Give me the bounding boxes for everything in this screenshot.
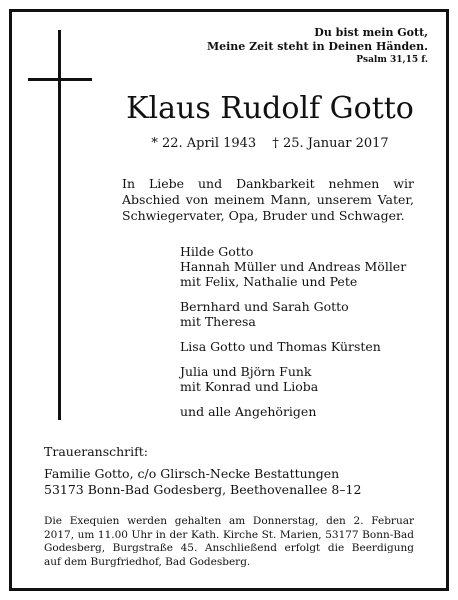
mourner-group [180, 339, 406, 354]
verse-reference: Psalm 31,15 f. [356, 55, 428, 65]
mourner-line: mit Felix, Nathalie und Pete [180, 274, 358, 289]
farewell-text [122, 176, 414, 224]
mourner-line: Hannah Müller und Andreas Möller [180, 259, 407, 274]
verse-line-1: Du bist mein Gott, [314, 26, 428, 39]
verse-line-2: Meine Zeit steht in Deinen Händen. [206, 40, 428, 53]
deceased-name: Klaus Rudolf Gotto [126, 91, 414, 126]
mourner-line: Bernhard und Sarah Gotto [180, 299, 349, 314]
farewell-line-3: Schwiegervater, Opa, Bruder und Schwager. [122, 208, 405, 223]
mourner-group [180, 299, 406, 329]
funeral-info-line-4: auf dem Burgfriedhof, Bad Godesberg. [44, 555, 251, 568]
condolence-address [44, 444, 361, 498]
mourner-group [180, 364, 406, 394]
cross-icon-bar [28, 78, 92, 81]
life-dates [110, 136, 430, 152]
mourner-group [180, 244, 406, 289]
mourner-line: mit Theresa [180, 314, 256, 329]
funeral-info-line-2: 2017, um 11.00 Uhr in der Kath. Kirche St. Marien, 53177 Bonn-Bad [44, 528, 414, 541]
mourner-line: mit Konrad und Lioba [180, 379, 319, 394]
funeral-info-line-3: Godesberg, Burgstraße 45. Anschließend erfolgt die Beerdigung [44, 542, 414, 554]
mourner-line: und alle Angehörigen [180, 404, 317, 419]
mourner-group [180, 404, 406, 419]
mourner-line: Lisa Gotto und Thomas Kürsten [180, 339, 381, 354]
mourners-list [180, 244, 406, 429]
funeral-info-line-1: Die Exequien werden gehalten am Donnerstag, den 2. Februar [44, 515, 414, 527]
farewell-line-2: Abschied von meinem Mann, unserem Vater, [122, 192, 414, 207]
birth-date: * 22. April 1943 [151, 136, 257, 151]
mourner-line: Hilde Gotto [180, 244, 254, 259]
cross-icon [58, 30, 61, 420]
funeral-info [44, 515, 414, 569]
farewell-line-1: In Liebe und Dankbarkeit nehmen wir [122, 176, 414, 191]
psalm-verse [207, 26, 428, 66]
death-date: † 25. Januar 2017 [272, 136, 389, 151]
address-label: Traueranschrift: [44, 444, 148, 459]
address-line-1: Familie Gotto, c/o Glirsch-Necke Bestattungen [44, 466, 340, 481]
address-line-2: 53173 Bonn-Bad Godesberg, Beethovenallee 8–12 [44, 482, 362, 497]
mourner-line: Julia und Björn Funk [180, 364, 312, 379]
